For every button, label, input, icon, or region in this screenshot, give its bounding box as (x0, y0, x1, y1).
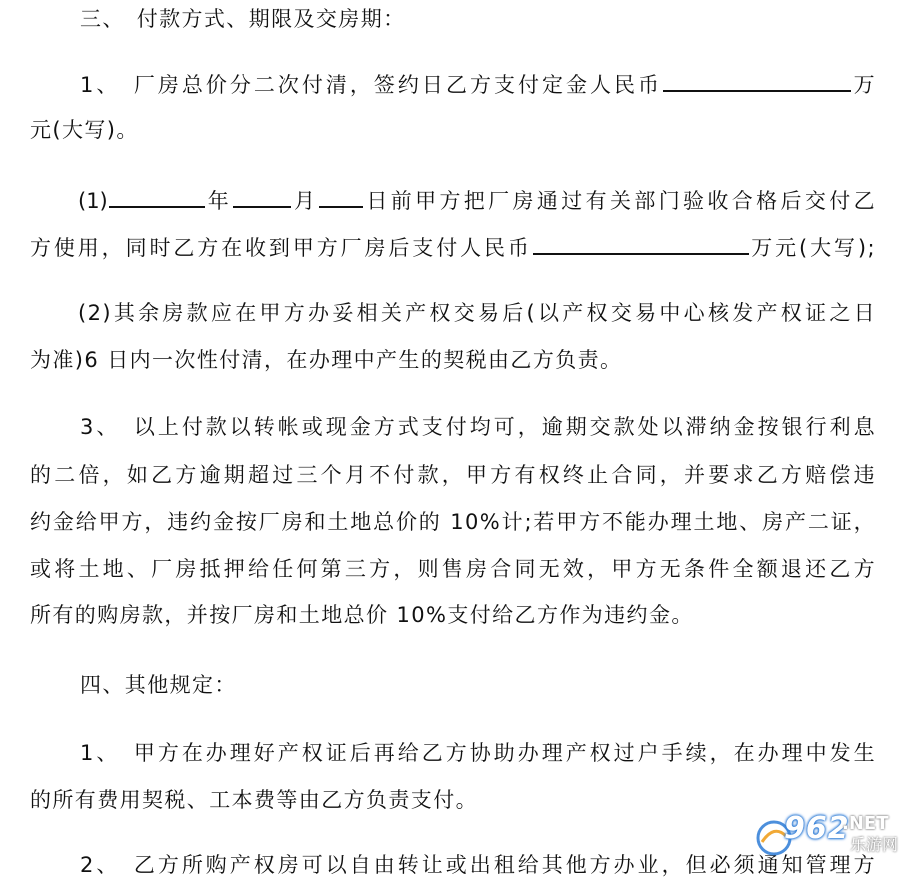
paragraph-s4-item-1-line-1: 1、 甲方在办理好产权证后再给乙方协助办理产权过户手续，在办理中发生 (80, 741, 876, 765)
paragraph-s4-item-1-line-2: 的所有费用契税、工本费等由乙方负责支付。 (30, 788, 478, 812)
paragraph-sub-2-line-2: 为准)6 日内一次性付清，在办理中产生的契税由乙方负责。 (30, 348, 623, 372)
sub-1-prefix: (1) (78, 189, 108, 213)
paragraph-s4-item-2-line-1: 2、 乙方所购产权房可以自由转让或出租给其他方办业，但必须通知管理方 (80, 853, 876, 877)
item-1-text: 1、 厂房总价分二次付清，签约日乙方支付定金人民币 (80, 73, 662, 97)
watermark-domain: .NET (842, 813, 889, 834)
paragraph-item-3-line-2: 的二倍，如乙方逾期超过三个月不付款，甲方有权终止合同，并要求乙方赔偿违 (30, 463, 876, 487)
section-3-heading: 三、 付款方式、期限及交房期： (80, 7, 406, 31)
paragraph-item-3-line-1: 3、 以上付款以转帐或现金方式支付均可，逾期交款处以滞纳金按银行利息 (80, 415, 876, 439)
sub-1-line-2-text: 方使用，同时乙方在收到甲方厂房后支付人民币 (30, 236, 532, 260)
day-blank (319, 184, 363, 208)
payment-amount-blank (533, 231, 749, 255)
month-label: 月 (292, 189, 319, 213)
paragraph-item-3-line-5: 所有的购房款，并按厂房和土地总价 10%支付给乙方作为违约金。 (30, 603, 694, 627)
watermark-number: 962 (784, 811, 850, 846)
month-blank (233, 184, 291, 208)
paragraph-sub-1-line-1 (30, 184, 876, 214)
paragraph-item-3-line-4: 或将土地、厂房抵押给任何第三方，则售房合同无效，甲方无条件全额退还乙方 (30, 557, 876, 581)
paragraph-sub-1-line-2 (30, 231, 876, 261)
paragraph-item-3-line-3: 约金给甲方，违约金按厂房和土地总价的 10%计;若甲方不能办理土地、房产二证， (30, 510, 876, 534)
item-1-unit: 万 (852, 73, 876, 97)
section-4-heading: 四、其他规定： (80, 673, 237, 697)
sub-1-line-1-tail: 日前甲方把厂房通过有关部门验收合格后交付乙 (364, 189, 876, 213)
paragraph-item-1-line-1 (30, 68, 876, 98)
year-blank (109, 184, 205, 208)
sub-1-line-2-tail: 万元(大写); (749, 236, 876, 260)
year-label: 年 (205, 189, 233, 213)
watermark-site-name: 乐游网 (850, 835, 899, 854)
deposit-amount-blank (663, 68, 851, 92)
site-watermark (754, 812, 904, 860)
paragraph-item-1-line-2: 元(大写)。 (30, 118, 139, 142)
paragraph-sub-2-line-1: (2)其余房款应在甲方办妥相关产权交易后(以产权交易中心核发产权证之日 (78, 301, 876, 325)
